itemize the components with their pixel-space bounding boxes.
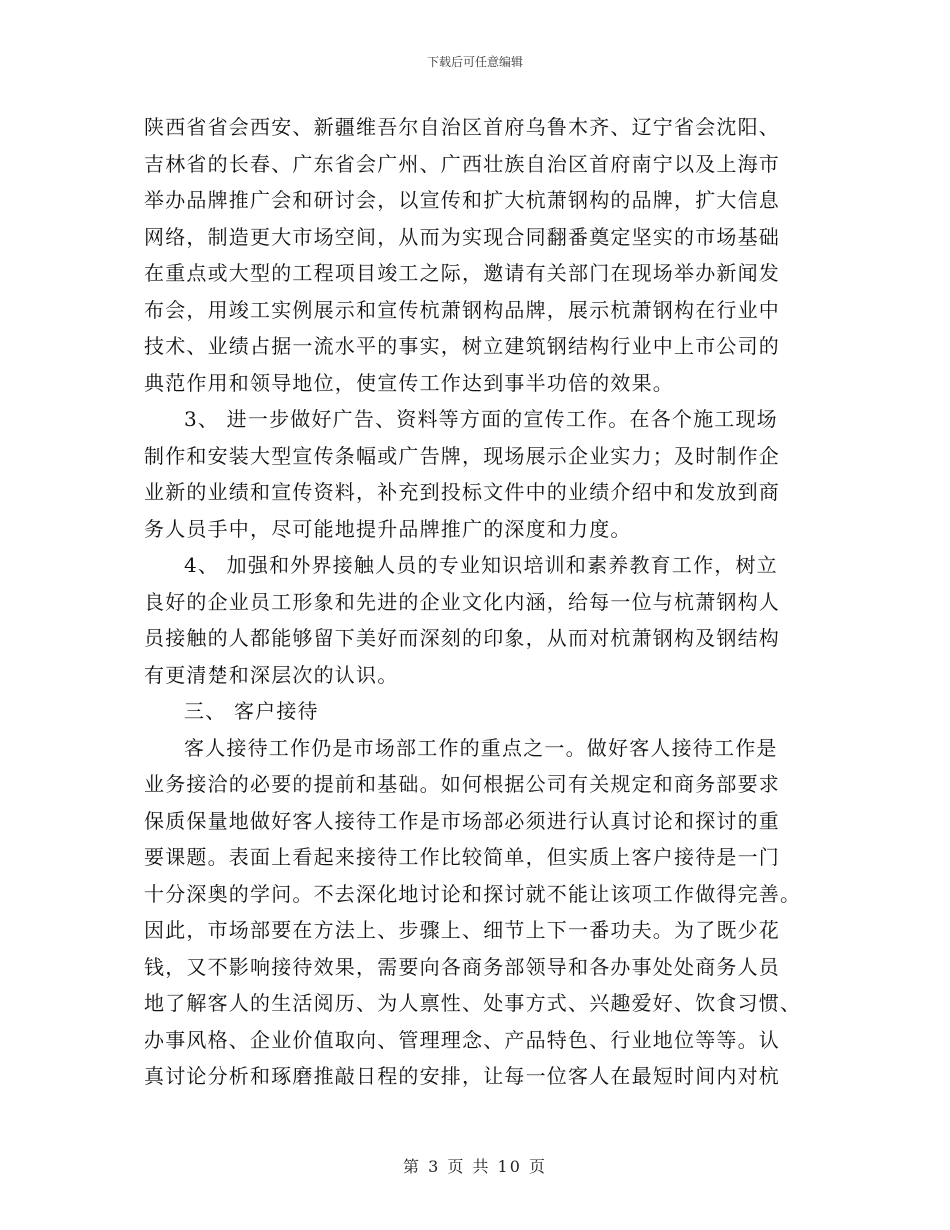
section-heading: 三、 客户接待 (184, 699, 319, 723)
text-line: 员接触的人都能够留下美好而深刻的印象，从而对杭萧钢构及钢结构 (144, 626, 780, 650)
text-line: 业务接洽的必要的提前和基础。如何根据公司有关规定和商务部要求 (144, 772, 780, 796)
text-line: 地了解客人的生活阅历、为人禀性、处事方式、兴趣爱好、饮食习惯、 (144, 991, 802, 1015)
text-line: 在重点或大型的工程项目竣工之际，邀请有关部门在现场举办新闻发 (144, 261, 780, 285)
text-line: 客人接待工作仍是市场部工作的重点之一。做好客人接待工作是 (184, 735, 778, 760)
text-line: 办事风格、企业价值取向、管理理念、产品特色、行业地位等等。认 (144, 1027, 780, 1052)
text-line: 十分深奥的学问。不去深化地讨论和探讨就不能让该项工作做得完善。 (144, 881, 802, 906)
text-line: 良好的企业员工形象和先进的企业文化内涵，给每一位与杭萧钢构人 (144, 589, 780, 614)
text-line: 制作和安装大型宣传条幅或广告牌，现场展示企业实力；及时制作企 (144, 443, 780, 468)
text-line: 真讨论分析和琢磨推敲日程的安排，让每一位客人在最短时间内对杭 (144, 1064, 780, 1088)
text-line: 典范作用和领导地位，使宣传工作达到事半功倍的效果。 (144, 370, 674, 395)
text-line: 因此，市场部要在方法上、步骤上、细节上下一番功夫。为了既少花 (144, 918, 780, 942)
text-line: 要课题。表面上看起来接待工作比较简单，但实质上客户接待是一门 (144, 845, 780, 869)
page-footer: 第 3 页 共 10 页 (403, 1157, 547, 1176)
text-line: 布会，用竣工实例展示和宣传杭萧钢构品牌，展示杭萧钢构在行业中 (144, 297, 780, 322)
page-header: 下载后可任意编辑 (426, 55, 523, 69)
text-line: 务人员手中，尽可能地提升品牌推广的深度和力度。 (144, 516, 632, 541)
text-line: 保质保量地做好客人接待工作是市场部必须进行认真讨论和探讨的重 (144, 808, 780, 833)
text-line: 有更清楚和深层次的认识。 (144, 662, 399, 687)
text-line: 吉林省的长春、广东省会广州、广西壮族自治区首府南宁以及上海市 (144, 151, 780, 176)
text-line: 4、 加强和外界接触人员的专业知识培训和素养教育工作，树立 (184, 553, 778, 577)
text-line: 网络，制造更大市场空间，从而为实现合同翻番奠定坚实的市场基础 (144, 224, 780, 249)
text-line: 技术、业绩占据一流水平的事实，树立建筑钢结构行业中上市公司的 (144, 334, 780, 358)
text-line: 业新的业绩和宣传资料，补充到投标文件中的业绩介绍中和发放到商 (144, 480, 780, 504)
text-line: 钱，又不影响接待效果，需要向各商务部领导和各办事处处商务人员 (144, 954, 780, 979)
text-line: 举办品牌推广会和研讨会，以宣传和扩大杭萧钢构的品牌，扩大信息 (144, 188, 780, 212)
text-line: 陕西省省会西安、新疆维吾尔自治区首府乌鲁木齐、辽宁省会沈阳、 (144, 115, 780, 139)
text-line: 3、 进一步做好广告、资料等方面的宣传工作。在各个施工现场 (184, 407, 778, 431)
document-body (144, 109, 808, 1095)
